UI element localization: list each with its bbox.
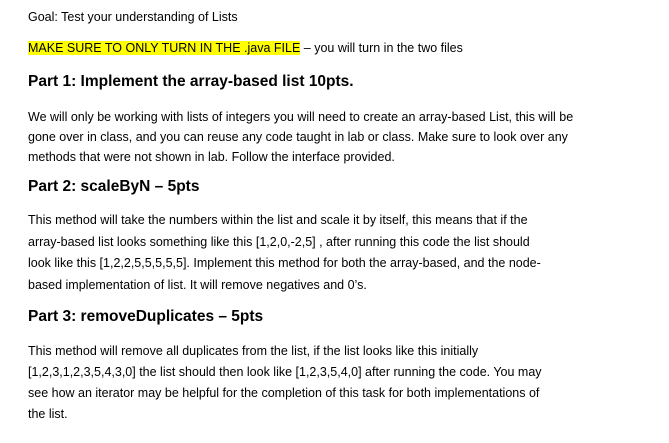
paragraph-line: We will only be working with lists of integers you will need to create an array-based List, this will be (28, 110, 574, 124)
paragraph-line: the list. (28, 407, 68, 421)
part-2-paragraph (28, 210, 652, 296)
paragraph-line: gone over in class, and you can reuse any code taught in lab or class. Make sure to look over any (28, 130, 568, 144)
part-1-heading: Part 1: Implement the array-based list 10pts. (28, 73, 354, 90)
goal-text: Goal: Test your understanding of Lists (28, 10, 238, 24)
paragraph-line: array-based list looks something like this [1,2,0,-2,5] , after running this code the list should (28, 234, 530, 249)
part-2-heading: Part 2: scaleByN – 5pts (28, 178, 200, 195)
highlighted-instruction: MAKE SURE TO ONLY TURN IN THE .java FILE (28, 41, 301, 55)
paragraph-line: This method will take the numbers within the list and scale it by itself, this means that if the (28, 213, 528, 227)
paragraph-line: This method will remove all duplicates from the list, if the list looks like this initially (28, 344, 479, 358)
part-3-paragraph (28, 341, 652, 425)
part-1-paragraph (28, 107, 652, 167)
paragraph-line: [1,2,3,1,2,3,5,4,3,0] the list should then look like [1,2,3,5,4,0] after running the code. You may (28, 365, 542, 379)
paragraph-line: methods that were not shown in lab. Follow the interface provided. (28, 150, 395, 164)
part-3-heading: Part 3: removeDuplicates – 5pts (28, 308, 264, 325)
turn-in-instruction (28, 41, 463, 55)
instruction-rest: – you will turn in the two files (300, 41, 463, 55)
paragraph-line: see how an iterator may be helpful for the completion of this task for both implementations of (28, 386, 540, 400)
paragraph-line: look like this [1,2,2,5,5,5,5,5]. Implement this method for both the array-based, and the node- (28, 256, 541, 270)
paragraph-line: based implementation of list. It will remove negatives and 0’s. (28, 277, 367, 292)
